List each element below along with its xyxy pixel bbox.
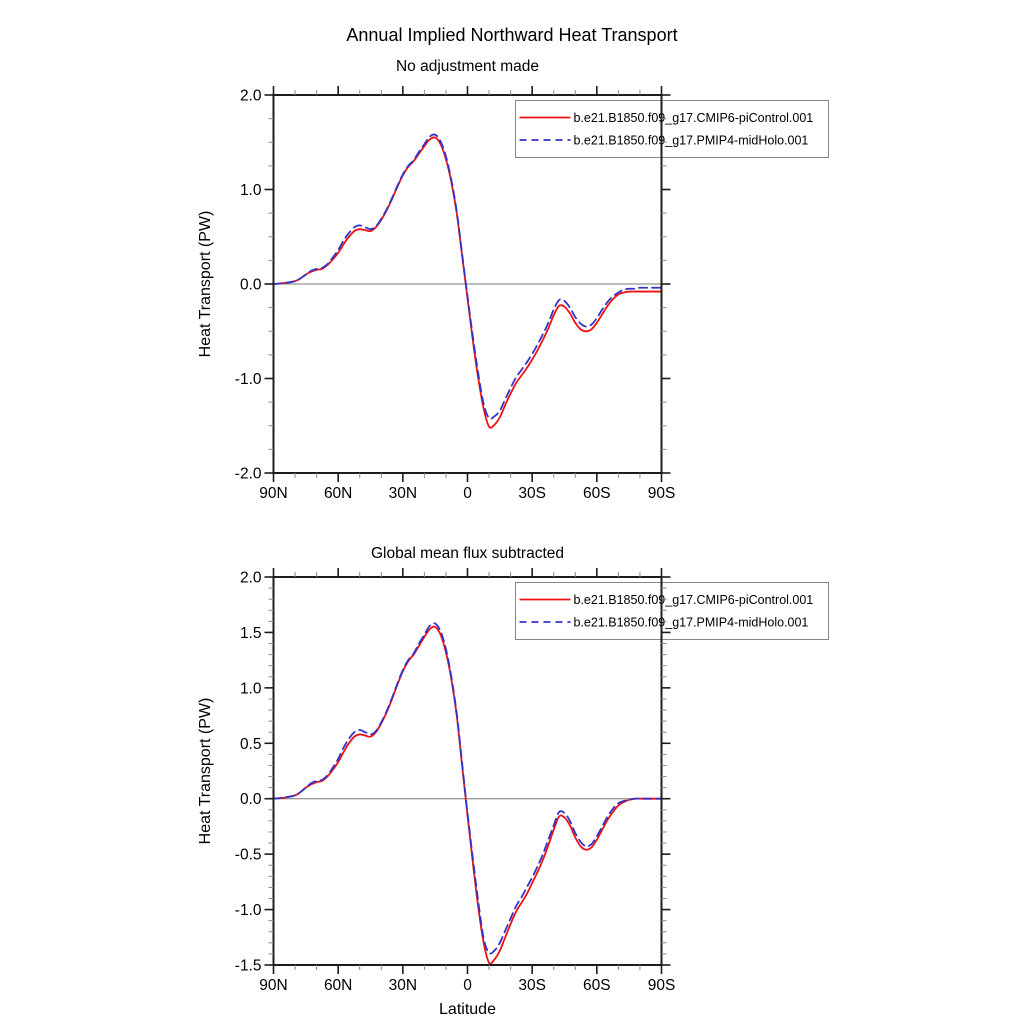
legend (516, 101, 829, 158)
x-tick-label: 90S (647, 485, 676, 502)
x-tick-label: 90N (259, 485, 288, 502)
x-tick-label: 90N (259, 977, 288, 994)
x-tick-label: 30S (518, 485, 546, 502)
legend-box (516, 101, 829, 158)
x-tick-label: 60N (323, 977, 353, 994)
x-tick-label: 30N (388, 485, 418, 502)
series-line-midHolo (274, 134, 662, 419)
x-tick-label: 0 (463, 977, 472, 994)
y-tick-label: -0.5 (234, 846, 262, 864)
y-tick-label: -2.0 (234, 465, 262, 483)
y-tick-label: 1.5 (239, 624, 262, 642)
legend-label: b.e21.B1850.f09_g17.CMIP6-piControl.001 (573, 593, 814, 607)
x-tick-label: 60S (583, 485, 611, 502)
x-tick-label: 30N (388, 977, 418, 994)
legend-box (516, 583, 829, 640)
top-plot-y-axis-label: Heat Transport (PW) (197, 210, 214, 358)
x-tick-label: 0 (463, 485, 472, 502)
y-tick-label: -1.0 (234, 371, 262, 388)
y-tick-label: 0.0 (239, 276, 262, 294)
x-tick-label: 60N (323, 485, 353, 502)
bottom-plot-title: Global mean flux subtracted (371, 545, 564, 562)
figure-title: Annual Implied Northward Heat Transport (346, 25, 678, 45)
y-tick-label: 0.5 (239, 735, 262, 753)
legend-label: b.e21.B1850.f09_g17.CMIP6-piControl.001 (573, 111, 814, 125)
plot-0 (235, 86, 829, 502)
y-tick-label: 0.0 (239, 791, 262, 809)
x-tick-label: 30S (518, 977, 546, 994)
legend-label: b.e21.B1850.f09_g17.PMIP4-midHolo.001 (573, 615, 809, 630)
y-tick-label: -1.0 (234, 902, 262, 920)
legend (516, 583, 829, 640)
series-line-midHolo (274, 623, 662, 953)
x-tick-label: 60S (583, 977, 611, 994)
y-tick-label: 1.0 (239, 680, 262, 698)
plot-1 (235, 568, 829, 994)
x-axis-label: Latitude (439, 1001, 496, 1018)
bottom-plot-y-axis-label: Heat Transport (PW) (197, 697, 214, 845)
legend-label: b.e21.B1850.f09_g17.PMIP4-midHolo.001 (573, 133, 809, 148)
series-line-piControl (274, 137, 662, 427)
y-tick-label: 2.0 (239, 569, 262, 587)
series-line-piControl (274, 627, 662, 964)
y-tick-label: -1.5 (234, 957, 262, 975)
y-tick-label: 2.0 (239, 87, 262, 105)
top-plot-title: No adjustment made (395, 58, 540, 75)
x-tick-label: 90S (647, 977, 676, 994)
y-tick-label: 1.0 (239, 182, 262, 199)
